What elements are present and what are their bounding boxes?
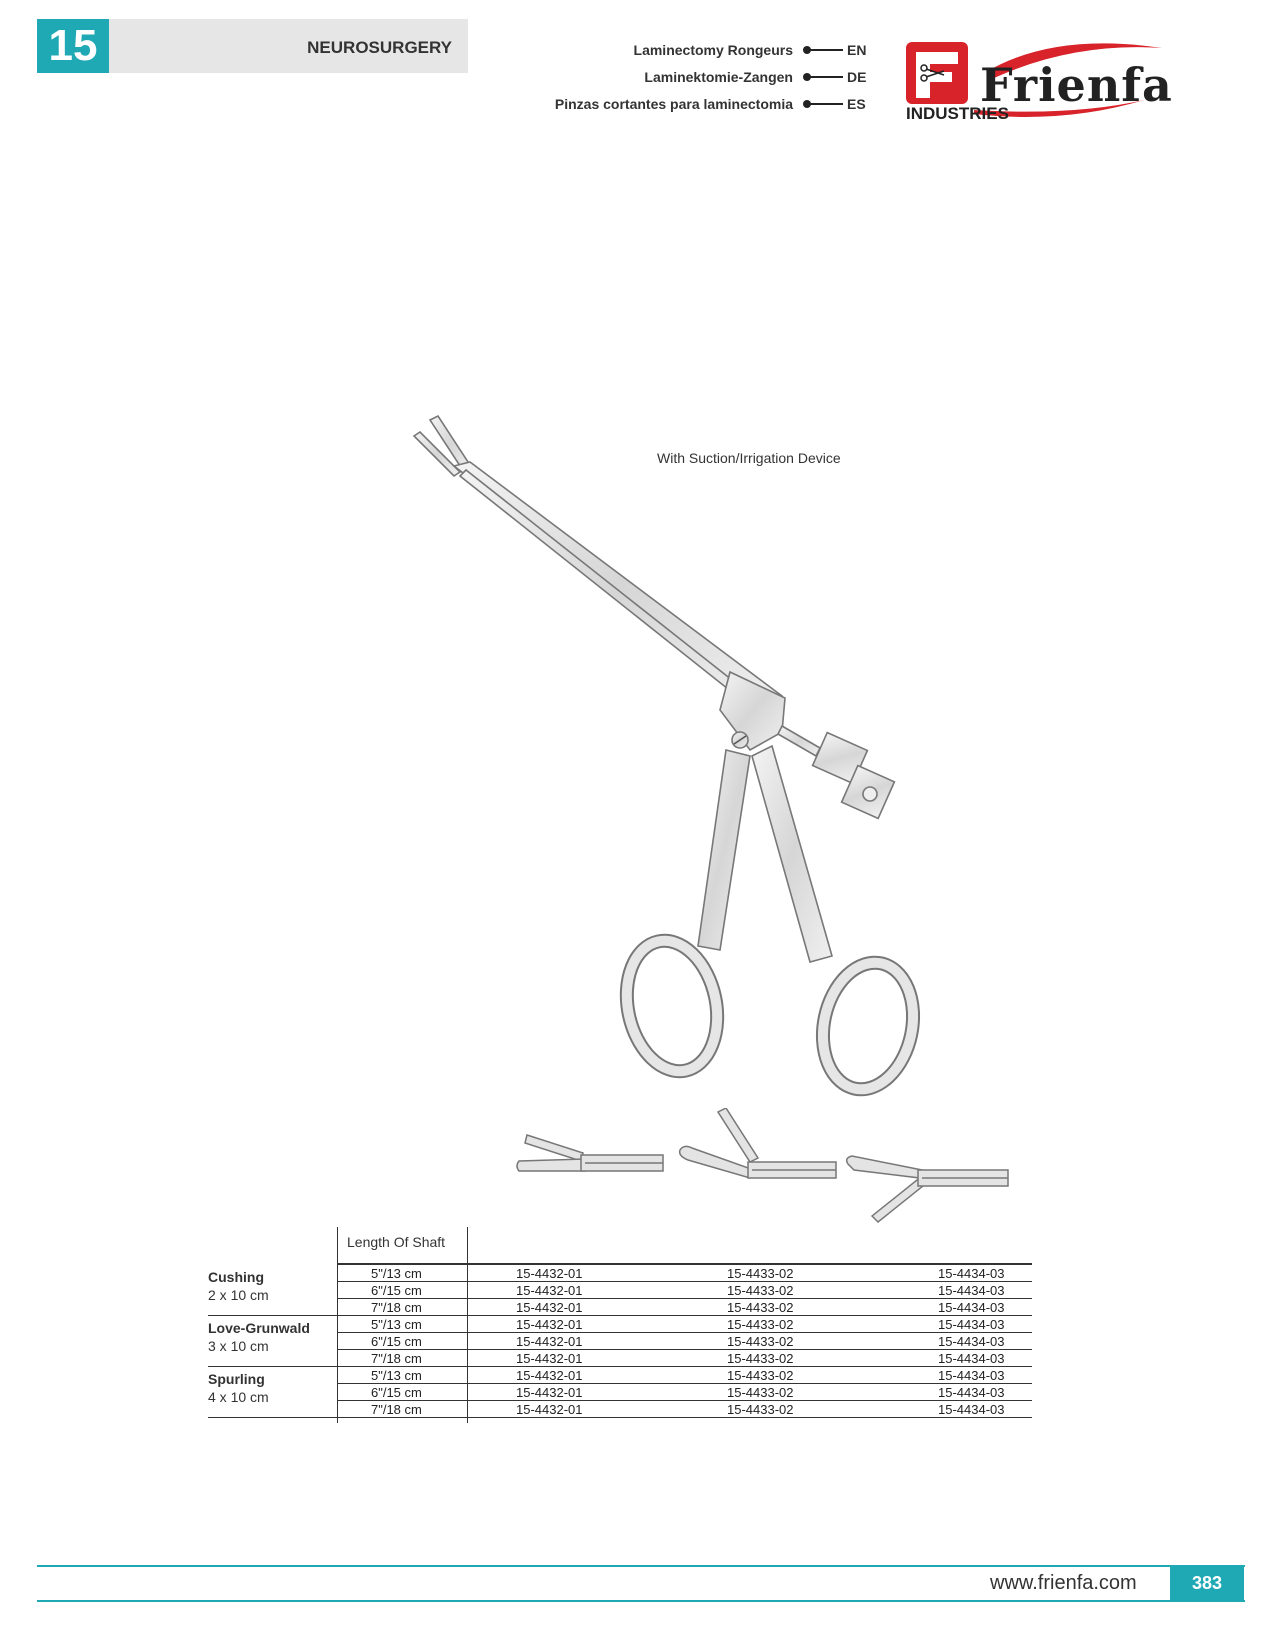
article-code-cell: 15-4434-03 — [938, 1402, 1005, 1417]
illustration-caption: With Suction/Irrigation Device — [657, 450, 841, 466]
language-label: Pinzas cortantes para laminectomia — [554, 96, 793, 112]
frienfa-logo — [904, 38, 1174, 124]
article-code-cell: 15-4432-01 — [516, 1266, 583, 1281]
article-code-cell: 15-4433-02 — [727, 1402, 794, 1417]
group-size: 4 x 10 cm — [208, 1389, 269, 1405]
article-code-cell: 15-4432-01 — [516, 1385, 583, 1400]
article-code-cell: 15-4433-02 — [727, 1317, 794, 1332]
shaft-length-cell: 5"/13 cm — [371, 1266, 422, 1281]
rongeur-illustration-icon — [400, 410, 1040, 1130]
shaft-length-cell: 6"/15 cm — [371, 1283, 422, 1298]
language-label: Laminektomie-Zangen — [644, 69, 793, 85]
shaft-length-cell: 6"/15 cm — [371, 1385, 422, 1400]
angled-up-tip-icon — [678, 1108, 838, 1198]
shaft-length-cell: 7"/18 cm — [371, 1351, 422, 1366]
article-code-cell: 15-4434-03 — [938, 1385, 1005, 1400]
row-separator — [337, 1383, 1032, 1384]
shaft-length-cell: 7"/18 cm — [371, 1300, 422, 1315]
article-code-cell: 15-4433-02 — [727, 1334, 794, 1349]
logo-brand-text: Frienfa — [980, 58, 1173, 112]
row-separator — [337, 1332, 1032, 1333]
article-code-cell: 15-4434-03 — [938, 1283, 1005, 1298]
group-size: 3 x 10 cm — [208, 1338, 269, 1354]
angled-down-tip-icon — [842, 1140, 1012, 1230]
language-row-de — [644, 69, 873, 85]
article-code-cell: 15-4432-01 — [516, 1317, 583, 1332]
language-row-en — [634, 42, 873, 58]
connector-icon — [803, 44, 843, 56]
language-row-es — [555, 96, 873, 112]
group-separator — [208, 1315, 1032, 1316]
section-title: NEUROSURGERY — [307, 38, 452, 57]
language-code: EN — [847, 42, 867, 58]
shaft-length-cell: 6"/15 cm — [371, 1334, 422, 1349]
section-title-bar — [109, 19, 468, 73]
article-code-cell: 15-4433-02 — [727, 1351, 794, 1366]
article-code-cell: 15-4434-03 — [938, 1368, 1005, 1383]
article-code-cell: 15-4432-01 — [516, 1351, 583, 1366]
website-url: www.frienfa.com — [990, 1572, 1137, 1594]
article-code-cell: 15-4433-02 — [727, 1368, 794, 1383]
footer-rule — [37, 1600, 1245, 1602]
article-code-cell: 15-4432-01 — [516, 1283, 583, 1298]
article-code-cell: 15-4432-01 — [516, 1300, 583, 1315]
article-code-cell: 15-4433-02 — [727, 1385, 794, 1400]
row-separator — [337, 1281, 1032, 1282]
row-separator — [337, 1400, 1032, 1401]
article-code-cell: 15-4434-03 — [938, 1334, 1005, 1349]
group-name: Cushing — [208, 1269, 264, 1285]
shaft-length-header: Length Of Shaft — [347, 1234, 446, 1250]
shaft-length-cell: 7"/18 cm — [371, 1402, 422, 1417]
table-divider — [337, 1227, 338, 1423]
article-code-cell: 15-4432-01 — [516, 1368, 583, 1383]
logo-tagline: INDUSTRIES — [906, 104, 1009, 123]
article-code-cell: 15-4434-03 — [938, 1300, 1005, 1315]
chapter-number-badge: 15 — [37, 19, 109, 73]
group-name: Love-Grunwald — [208, 1320, 310, 1336]
shaft-length-cell: 5"/13 cm — [371, 1368, 422, 1383]
table-header-rule — [337, 1263, 1032, 1265]
language-label: Laminectomy Rongeurs — [633, 42, 793, 58]
group-name: Spurling — [208, 1371, 265, 1387]
connector-icon — [803, 71, 843, 83]
language-code: DE — [847, 69, 867, 85]
article-code-cell: 15-4434-03 — [938, 1351, 1005, 1366]
connector-icon — [803, 98, 843, 110]
row-separator — [337, 1298, 1032, 1299]
footer-rule — [37, 1565, 1245, 1567]
shaft-length-cell: 5"/13 cm — [371, 1317, 422, 1332]
group-size: 2 x 10 cm — [208, 1287, 269, 1303]
straight-tip-icon — [515, 1115, 665, 1195]
language-code: ES — [847, 96, 866, 112]
article-code-cell: 15-4433-02 — [727, 1266, 794, 1281]
article-code-cell: 15-4432-01 — [516, 1334, 583, 1349]
page-number: 383 — [1170, 1566, 1244, 1600]
row-separator — [337, 1349, 1032, 1350]
article-code-cell: 15-4433-02 — [727, 1283, 794, 1298]
article-code-cell: 15-4434-03 — [938, 1317, 1005, 1332]
group-separator — [208, 1366, 1032, 1367]
group-separator — [208, 1417, 1032, 1418]
table-divider — [467, 1227, 468, 1423]
article-code-cell: 15-4434-03 — [938, 1266, 1005, 1281]
article-code-cell: 15-4433-02 — [727, 1300, 794, 1315]
article-code-cell: 15-4432-01 — [516, 1402, 583, 1417]
